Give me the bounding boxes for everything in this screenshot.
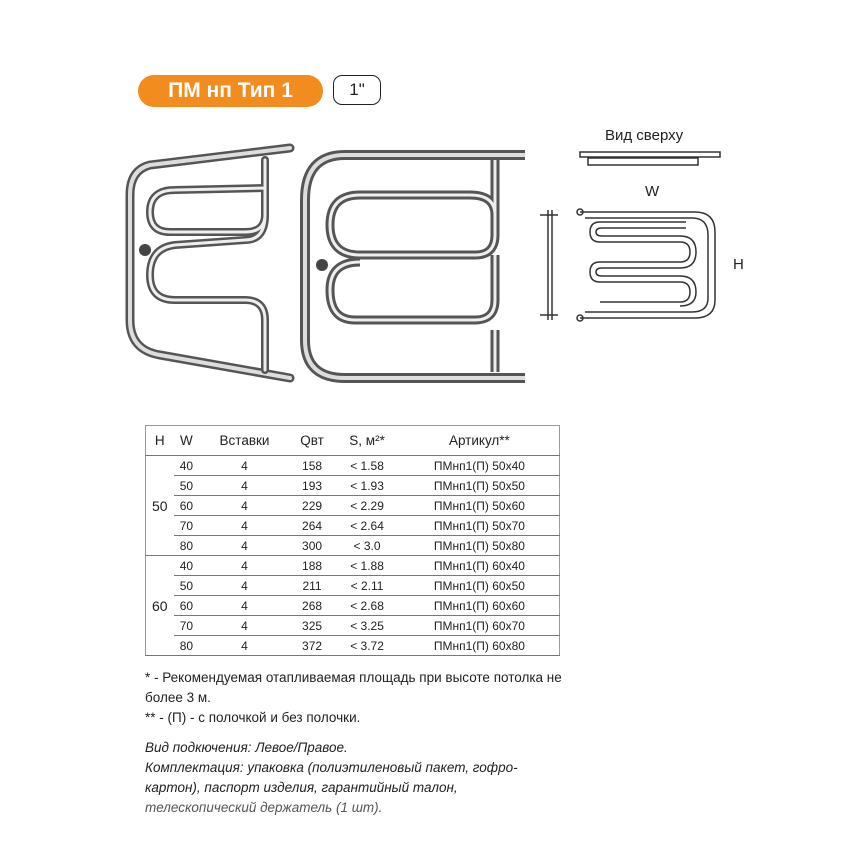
table-cell: < 2.11 [334,576,399,596]
table-cell: 40 [174,556,200,576]
table-cell: 4 [199,496,290,516]
table-cell: 80 [174,536,200,556]
table-cell: 4 [199,596,290,616]
table-cell: ПМнп1(П) 60x60 [400,596,560,616]
table-cell: ПМнп1(П) 60x50 [400,576,560,596]
specs-table [145,425,560,656]
notes [145,668,565,818]
table-cell: < 3.0 [334,536,399,556]
table-cell: 70 [174,616,200,636]
table-cell: < 1.88 [334,556,399,576]
table-row [146,556,560,576]
connection-type: Вид подкючения: Левое/Правое. [145,740,348,755]
table-row [146,516,560,536]
col-area: S, м²* [334,426,399,456]
table-cell: 268 [290,596,335,616]
height-cell: 60 [146,556,174,656]
table-cell: 264 [290,516,335,536]
table-cell: 60 [174,596,200,616]
width-label: W [645,183,660,200]
package-contents-cont: телескопический держатель (1 шт). [145,800,383,815]
height-label: H [733,256,744,273]
table-cell: < 1.58 [334,456,399,476]
table-cell: 4 [199,456,290,476]
table-cell: 40 [174,456,200,476]
table-cell: ПМнп1(П) 50x40 [400,456,560,476]
table-cell: ПМнп1(П) 50x60 [400,496,560,516]
col-w: W [174,426,200,456]
table-cell: 4 [199,476,290,496]
table-row [146,616,560,636]
table-row [146,476,560,496]
top-view-label: Вид сверху [605,127,684,144]
table-cell: 4 [199,636,290,656]
table-cell: < 2.68 [334,596,399,616]
height-cell: 50 [146,456,174,556]
table-row [146,496,560,516]
table-cell: < 2.29 [334,496,399,516]
table-cell: ПМнп1(П) 50x80 [400,536,560,556]
table-cell: 70 [174,516,200,536]
table-cell: 4 [199,516,290,536]
table-cell: 4 [199,536,290,556]
product-illustrations [0,0,850,420]
table-cell: 80 [174,636,200,656]
table-cell: ПМнп1(П) 60x40 [400,556,560,576]
table-cell: < 3.72 [334,636,399,656]
table-cell: 50 [174,476,200,496]
top-view-drawing [580,152,720,165]
col-power: Qвт [290,426,335,456]
table-cell: ПМнп1(П) 60x70 [400,616,560,636]
col-inserts: Вставки [199,426,290,456]
side-view-drawing [540,210,558,320]
front-view-drawing [577,209,715,321]
connection-size-badge: 1" [333,75,381,105]
table-cell: 158 [290,456,335,476]
table-cell: 193 [290,476,335,496]
table-cell: 4 [199,576,290,596]
note-area: * - Рекомендуемая отапливаемая площадь при высоте потолка не более 3 м. [145,670,562,705]
table-cell: 229 [290,496,335,516]
table-cell: 4 [199,616,290,636]
table-cell: < 1.93 [334,476,399,496]
table-row [146,536,560,556]
towel-rail-photo-right [305,155,525,378]
package-contents: Комплектация: упаковка (полиэтиленовый пакет, гофро-картон), паспорт изделия, гарантийный талон, [145,760,518,795]
table-row [146,576,560,596]
table-row [146,456,560,476]
table-cell: ПМнп1(П) 50x50 [400,476,560,496]
table-cell: 60 [174,496,200,516]
table-cell: 300 [290,536,335,556]
table-cell: 4 [199,556,290,576]
table-cell: 372 [290,636,335,656]
table-cell: 50 [174,576,200,596]
table-cell: 211 [290,576,335,596]
col-h: H [146,426,174,456]
table-cell: 188 [290,556,335,576]
towel-rail-photo-left [130,148,290,378]
specs-table-body [146,456,560,656]
note-shelf: ** - (П) - с полочкой и без полочки. [145,710,361,725]
table-cell: ПМнп1(П) 60x80 [400,636,560,656]
table-row [146,636,560,656]
product-title-badge: ПМ нп Тип 1 [138,75,323,107]
table-cell: ПМнп1(П) 50x70 [400,516,560,536]
table-cell: 325 [290,616,335,636]
col-article: Артикул** [400,426,560,456]
table-cell: < 3.25 [334,616,399,636]
table-cell: < 2.64 [334,516,399,536]
table-row [146,596,560,616]
